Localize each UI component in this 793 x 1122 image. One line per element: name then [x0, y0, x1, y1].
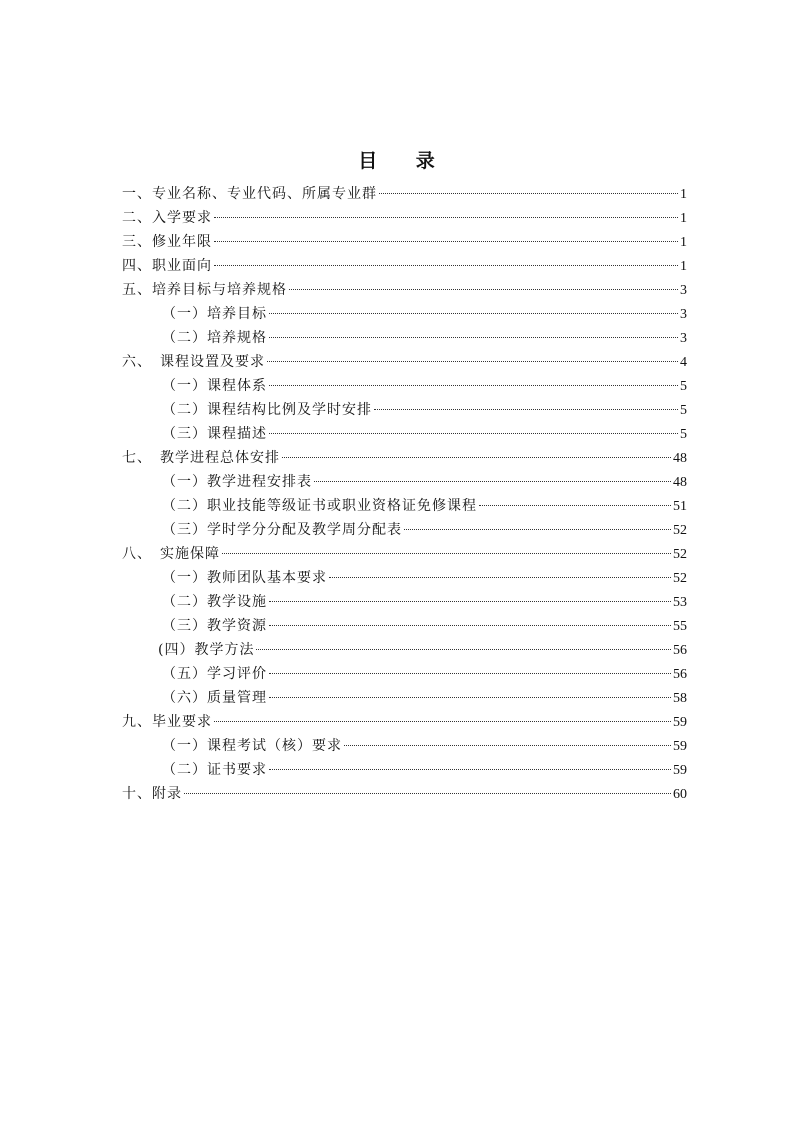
toc-entry-label: 七、 教学进程总体安排: [122, 450, 280, 466]
toc-entry-label: （一）教学进程安排表: [162, 474, 312, 490]
toc-entry-label: 一、专业名称、专业代码、所属专业群: [122, 186, 377, 202]
toc-subentry[interactable]: [122, 638, 687, 662]
toc-subentry[interactable]: [122, 470, 687, 494]
toc-leader: [269, 625, 671, 626]
toc-entry[interactable]: [122, 254, 687, 278]
toc-subentry[interactable]: [122, 758, 687, 782]
toc-page-number: 55: [673, 619, 687, 634]
toc-entry-label: 五、培养目标与培养规格: [122, 282, 287, 298]
toc-page-number: 4: [680, 355, 687, 370]
toc-subentry[interactable]: [122, 326, 687, 350]
toc-page-number: 3: [680, 331, 687, 346]
toc-leader: [404, 529, 671, 530]
toc-entry-label: 二、入学要求: [122, 210, 212, 226]
toc-subentry[interactable]: [122, 302, 687, 326]
toc-page-number: 3: [680, 283, 687, 298]
toc-leader: [184, 793, 671, 794]
toc-leader: [214, 721, 671, 722]
toc-subentry[interactable]: [122, 422, 687, 446]
toc-entry-label: 九、毕业要求: [122, 714, 212, 730]
toc-leader: [314, 481, 671, 482]
toc-entry-label: （一）教师团队基本要求: [162, 570, 327, 586]
toc-leader: [329, 577, 671, 578]
toc-page-number: 52: [673, 571, 687, 586]
toc-leader: [344, 745, 671, 746]
toc-entry-label: 三、修业年限: [122, 234, 212, 250]
toc-entry-label: （一）课程考试（核）要求: [162, 738, 342, 754]
toc-leader: [269, 673, 671, 674]
toc-subentry[interactable]: [122, 494, 687, 518]
toc-page-number: 52: [673, 547, 687, 562]
toc-page-number: 3: [680, 307, 687, 322]
toc-entry-label: （二）职业技能等级证书或职业资格证免修课程: [162, 498, 477, 514]
toc-entry-label: 六、 课程设置及要求: [122, 354, 265, 370]
toc-entry-label: （二）课程结构比例及学时安排: [162, 402, 372, 418]
toc-entry-label: （三）教学资源: [162, 618, 267, 634]
toc-subentry[interactable]: [122, 398, 687, 422]
toc-page-number: 5: [680, 403, 687, 418]
toc-page-number: 1: [680, 211, 687, 226]
toc-subentry[interactable]: [122, 518, 687, 542]
toc-entry[interactable]: [122, 350, 687, 374]
toc-page-number: 51: [673, 499, 687, 514]
toc-page-number: 52: [673, 523, 687, 538]
toc-entry-label: （二）证书要求: [162, 762, 267, 778]
toc-subentry[interactable]: [122, 590, 687, 614]
toc-leader: [269, 385, 678, 386]
toc-leader: [289, 289, 678, 290]
toc-leader: [269, 697, 671, 698]
toc-entry-label: (四）教学方法: [158, 642, 255, 658]
toc-leader: [282, 457, 671, 458]
toc-entry[interactable]: [122, 278, 687, 302]
toc-title: 目 录: [358, 150, 451, 172]
toc-leader: [214, 241, 678, 242]
toc-entry[interactable]: [122, 446, 687, 470]
toc-page-number: 59: [673, 763, 687, 778]
toc-leader: [214, 265, 678, 266]
toc-entry[interactable]: [122, 182, 687, 206]
toc-entry-label: （六）质量管理: [162, 690, 267, 706]
toc-page-number: 5: [680, 379, 687, 394]
toc-page-number: 56: [673, 667, 687, 682]
toc-entry[interactable]: [122, 782, 687, 806]
toc-leader: [269, 601, 671, 602]
toc-entry-label: 八、 实施保障: [122, 546, 220, 562]
toc-page-number: 5: [680, 427, 687, 442]
toc-page-number: 48: [673, 451, 687, 466]
toc-entry-label: （三）课程描述: [162, 426, 267, 442]
toc-page-number: 48: [673, 475, 687, 490]
toc-leader: [269, 337, 678, 338]
toc-entry-label: 十、附录: [122, 786, 182, 802]
toc-page-number: 58: [673, 691, 687, 706]
toc-subentry[interactable]: [122, 374, 687, 398]
toc-leader: [479, 505, 671, 506]
toc-leader: [269, 433, 678, 434]
toc-page-number: 53: [673, 595, 687, 610]
toc-subentry[interactable]: [122, 734, 687, 758]
toc-leader: [379, 193, 678, 194]
toc-subentry[interactable]: [122, 566, 687, 590]
toc-subentry[interactable]: [122, 686, 687, 710]
toc-page-number: 1: [680, 235, 687, 250]
toc-leader: [269, 769, 671, 770]
toc-entry-label: （五）学习评价: [162, 666, 267, 682]
toc-page-number: 59: [673, 739, 687, 754]
toc-subentry[interactable]: [122, 662, 687, 686]
toc-leader: [267, 361, 678, 362]
toc-leader: [214, 217, 678, 218]
toc-entry-label: （二）教学设施: [162, 594, 267, 610]
toc-list: [122, 182, 687, 806]
toc-entry[interactable]: [122, 542, 687, 566]
toc-entry-label: （三）学时学分分配及教学周分配表: [162, 522, 402, 538]
toc-leader: [256, 649, 671, 650]
toc-page-number: 60: [673, 787, 687, 802]
toc-entry[interactable]: [122, 230, 687, 254]
toc-page-number: 1: [680, 187, 687, 202]
toc-leader: [222, 553, 671, 554]
toc-entry-label: （一）课程体系: [162, 378, 267, 394]
toc-entry[interactable]: [122, 206, 687, 230]
toc-page-number: 59: [673, 715, 687, 730]
toc-subentry[interactable]: [122, 614, 687, 638]
toc-entry-label: （二）培养规格: [162, 330, 267, 346]
toc-page-number: 56: [673, 643, 687, 658]
toc-entry-label: 四、职业面向: [122, 258, 212, 274]
toc-entry-label: （一）培养目标: [162, 306, 267, 322]
toc-leader: [374, 409, 678, 410]
toc-page-number: 1: [680, 259, 687, 274]
toc-leader: [269, 313, 678, 314]
toc-entry[interactable]: [122, 710, 687, 734]
